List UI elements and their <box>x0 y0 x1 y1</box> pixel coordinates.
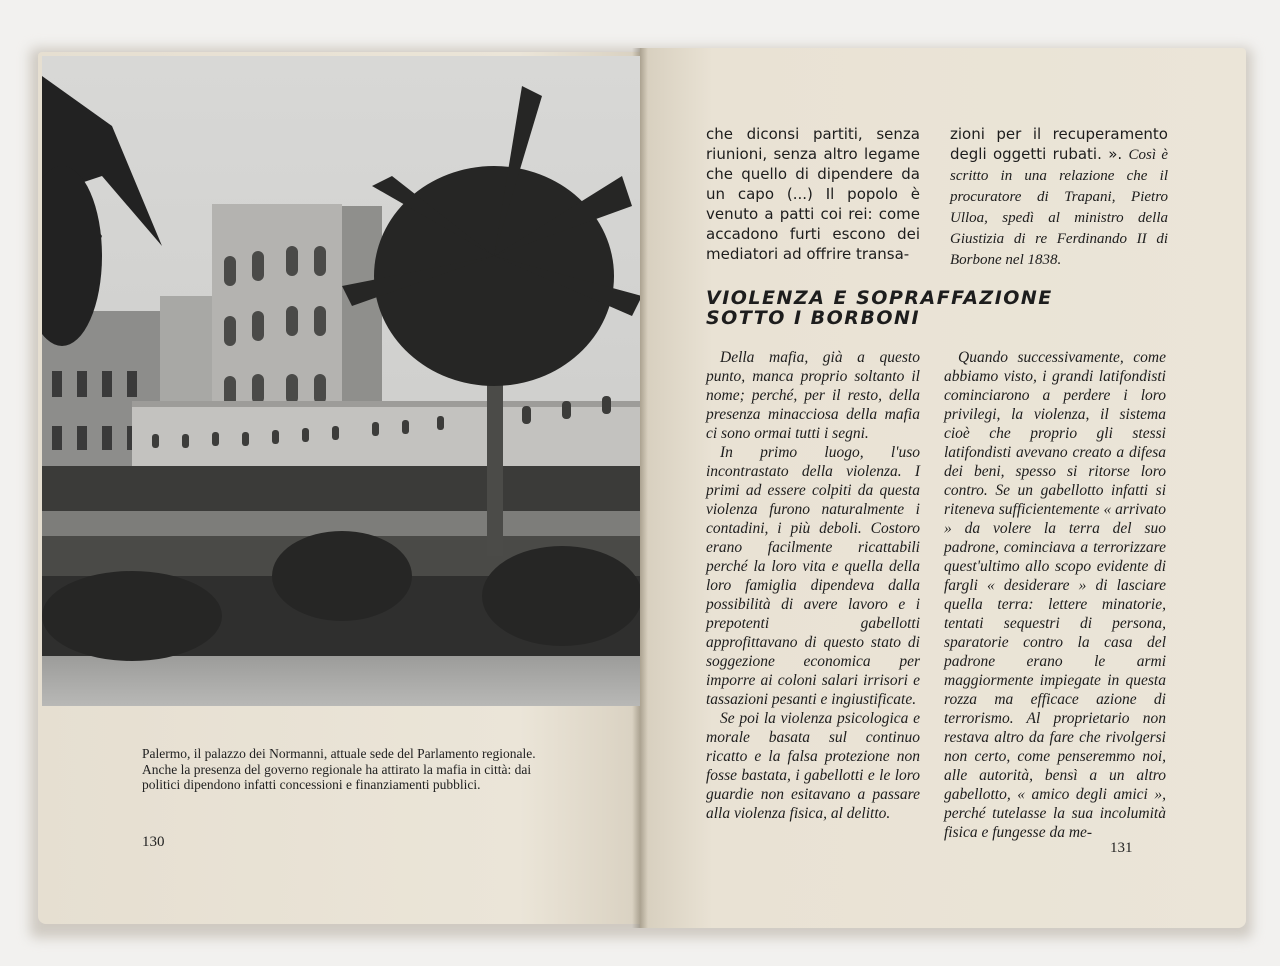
body-paragraph: In primo luogo, l'uso incontrastato della violenza. I primi ad essere colpiti da questa violenza furono naturalmente i contadini, i più deboli. Costoro erano facilmente ricattabili perché la loro vita e quella della loro famiglia dipendeva dalla possibilità di avere lavoro e i prepotenti gabellotti approfittavano di questo stato di soggezione economica per imporre ai coloni salari irrisori e tassazioni pesanti e ingiustificate. <box>706 444 920 708</box>
top-column-right <box>950 124 1168 270</box>
palazzo-dei-normanni-photo <box>42 56 640 706</box>
body-paragraph: Se poi la violenza psicologica e morale basata sul continuo ricatto e la falsa protezione non fosse bastata, i gabellotti e le loro guardie non esitavano a passare alla violenza fisica, al delitto. <box>706 710 920 822</box>
page-number-left: 130 <box>142 834 165 850</box>
top-column-left: che diconsi partiti, senza riunioni, senza altro legame che quello di dipendere da un capo (...) Il popolo è venuto a patti coi rei: come accadono furti escono dei mediatori ad offrire transa- <box>706 125 920 263</box>
body-column-right <box>944 348 1166 842</box>
section-heading-line2: SOTTO I BORBONI <box>706 307 921 329</box>
page-number-right: 131 <box>1110 840 1133 856</box>
body-column-left <box>706 348 920 823</box>
top-column-right-plain: zioni per il recuperamento degli oggetti rubati. ». <box>950 125 1168 163</box>
body-paragraph: Della mafia, già a questo punto, manca proprio soltanto il nome; perché, per il resto, della presenza minacciosa della mafia ci sono ormai tutti i segni. <box>706 349 920 442</box>
section-heading-line1: VIOLENZA E SOPRAFFAZIONE <box>706 287 1053 309</box>
top-column-right-italic: Così è scritto in una relazione che il procuratore di Trapani, Pietro Ulloa, spedì al ministro della Giustizia di re Ferdinando II di Borbone nel 1838. <box>950 147 1168 268</box>
section-heading <box>706 288 1066 328</box>
body-paragraph: Quando successivamente, come abbiamo visto, i grandi latifondisti cominciarono a perdere i loro privilegi, la violenza, il sistema cioè che proprio gli stessi latifondisti avevano creato a difesa dei beni, spesso si ritorse loro contro. Se un gabellotto infatti si riteneva sufficientemente « arrivato » da volere la terra del suo padrone, cominciava a terrorizzare quest'ultimo allo scopo evidente di fargli « desiderare » di lasciare quella terra: lettere minatorie, tentati sequestri di persona, sparatorie contro la casa del padrone erano le armi maggiormente impiegate in questa rozza ma efficace azione di terrorismo. Al proprietario non restava altro da fare che rivolgersi non certo, come penseremmo noi, alle autorità, bensì a un altro gabellotto, « amico degli amici », perché tutelasse la sua incolumità fisica e fungesse da me- <box>944 349 1166 841</box>
photo-caption: Palermo, il palazzo dei Normanni, attuale sede del Parlamento regionale. Anche la presenza del governo regionale ha attirato la mafia in città: dai politici dipendono infatti concessioni e finanziamenti pubblici. <box>142 746 536 792</box>
